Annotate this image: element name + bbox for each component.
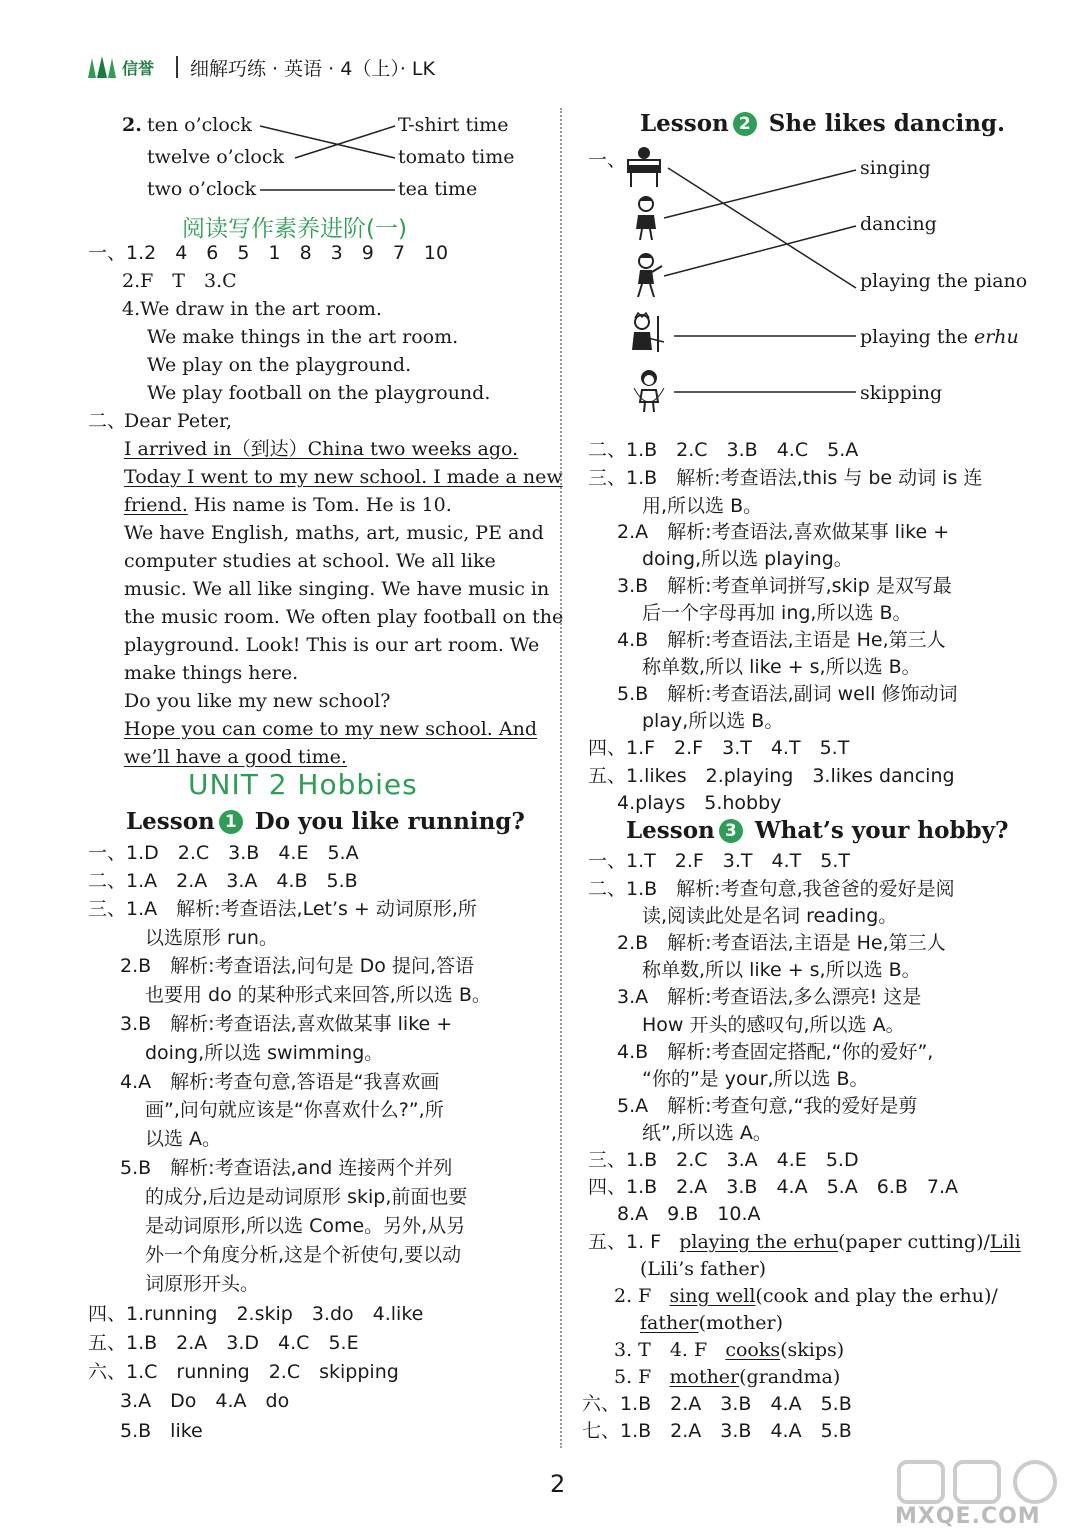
piano-player-icon bbox=[625, 145, 663, 191]
answer-line: 2.B 解析:考查语法,问句是 Do 提问,答语 bbox=[120, 955, 474, 977]
lesson-heading bbox=[626, 817, 1008, 844]
unit-title: UNIT 2 Hobbies bbox=[188, 768, 418, 801]
letter-line: playground. Look! This is our art room. We bbox=[124, 634, 540, 656]
underlined-answer: mother bbox=[669, 1366, 740, 1388]
match-left-item: twelve o’clock bbox=[147, 146, 285, 168]
letter-underlined-text: friend. bbox=[124, 494, 188, 516]
answer-line: 3.A Do 4.A do bbox=[120, 1390, 290, 1412]
match-label: singing bbox=[860, 157, 931, 179]
underlined-answer: cooks bbox=[725, 1339, 781, 1361]
answer-line: 称单数,所以 like + s,所以选 B。 bbox=[642, 959, 921, 981]
match-label: playing the piano bbox=[860, 270, 1028, 292]
answer-line: 三、1.B 2.C 3.A 4.E 5.D bbox=[588, 1149, 859, 1171]
lesson-word: Lesson bbox=[640, 110, 729, 137]
answer-line: 4.A 解析:考查句意,答语是“我喜欢画 bbox=[120, 1071, 440, 1093]
letter-line: the music room. We often play football on the bbox=[124, 606, 564, 628]
answer-line: 读,阅读此处是名词 reading。 bbox=[642, 905, 898, 927]
answer-line: 是动词原形,所以选 Come。另外,从另 bbox=[145, 1215, 466, 1237]
answer-line bbox=[614, 1338, 844, 1362]
match-label: skipping bbox=[860, 382, 943, 404]
answer-line: 5.B 解析:考查语法,副词 well 修饰动词 bbox=[617, 683, 958, 705]
answer-line: 七、1.B 2.A 3.B 4.A 5.B bbox=[582, 1420, 852, 1442]
item-number: 5. F bbox=[614, 1366, 652, 1388]
item-number: 五、1. F bbox=[588, 1231, 662, 1253]
match-right-item: T-shirt time bbox=[398, 114, 509, 136]
lesson-number-badge: 3 bbox=[719, 819, 743, 843]
letter-line: make things here. bbox=[124, 662, 299, 684]
answer-line bbox=[614, 1284, 998, 1308]
answer-line: How 开头的感叹句,所以选 A。 bbox=[642, 1014, 905, 1036]
underlined-answer: father bbox=[640, 1312, 699, 1334]
answer-line: 纸”,所以选 A。 bbox=[642, 1122, 772, 1144]
answer-line: 5.B like bbox=[120, 1420, 203, 1442]
answer-line: 三、1.A 解析:考查语法,Let’s + 动词原形,所 bbox=[88, 898, 477, 920]
letter-line-underlined: I arrived in（到达）China two weeks ago. bbox=[124, 438, 519, 460]
answer-text: (grandma) bbox=[739, 1366, 841, 1388]
answer-line: 用,所以选 B。 bbox=[642, 495, 763, 517]
match-left-item: ten o’clock bbox=[147, 114, 252, 136]
lesson-title: What’s your hobby? bbox=[754, 817, 1009, 844]
answer-line: 2.A 解析:考查语法,喜欢做某事 like + bbox=[617, 521, 950, 543]
answer-line: 5.A 解析:考查句意,“我的爱好是剪 bbox=[617, 1095, 918, 1117]
book-title: 细解巧练 · 英语 · 4（上）· LK bbox=[190, 58, 435, 80]
item-number: 2. F bbox=[614, 1285, 652, 1307]
header-separator bbox=[176, 56, 178, 78]
match-label bbox=[860, 325, 1019, 349]
column-divider bbox=[560, 108, 562, 1448]
section-marker: 二、 bbox=[88, 410, 127, 432]
answer-line: doing,所以选 playing。 bbox=[642, 548, 853, 570]
answer-line: 二、1.B 解析:考查句意,我爸爸的爱好是阅 bbox=[588, 878, 955, 900]
match-label: dancing bbox=[860, 213, 937, 235]
lesson-number-badge: 2 bbox=[733, 112, 757, 136]
answer-line: 4.B 解析:考查固定搭配,“你的爱好”, bbox=[617, 1041, 934, 1063]
letter-line-underlined: Hope you can come to my new school. And bbox=[124, 718, 537, 740]
answer-text: (paper cutting)/ bbox=[838, 1231, 990, 1253]
answer-line: 二、1.B 2.C 3.B 4.C 5.A bbox=[588, 439, 859, 461]
match-label-text: playing the bbox=[860, 326, 974, 348]
watermark-logo-icon bbox=[895, 1458, 1065, 1506]
answer-line: We make things in the art room. bbox=[147, 326, 459, 348]
answer-line: 3.B 解析:考查单词拼写,skip 是双写最 bbox=[617, 575, 952, 597]
answer-line: 四、1.F 2.F 3.T 4.T 5.T bbox=[588, 737, 850, 759]
answer-line: 4.We draw in the art room. bbox=[122, 298, 382, 320]
match-right-item: tomato time bbox=[398, 146, 515, 168]
lesson-word: Lesson bbox=[626, 817, 715, 844]
watermark-text: MXQE.COM bbox=[895, 1504, 1041, 1529]
brand-name: 信誉 bbox=[122, 59, 155, 78]
answer-line: 3.A 解析:考查语法,多么漂亮! 这是 bbox=[617, 986, 922, 1008]
lesson-number-badge: 1 bbox=[219, 810, 243, 834]
letter-line bbox=[124, 493, 452, 517]
answer-line: 四、1.running 2.skip 3.do 4.like bbox=[88, 1303, 424, 1325]
answer-line: “你的”是 your,所以选 B。 bbox=[642, 1068, 869, 1090]
answer-line: 二、1.A 2.A 3.A 4.B 5.B bbox=[88, 870, 358, 892]
answer-line: 词原形开头。 bbox=[145, 1273, 260, 1295]
item-number: 3. T 4. F bbox=[614, 1339, 708, 1361]
lesson-heading bbox=[126, 808, 525, 835]
answer-line: 称单数,所以 like + s,所以选 B。 bbox=[642, 656, 921, 678]
section-marker: 一、 bbox=[588, 149, 627, 171]
answer-line: 三、1.B 解析:考查语法,this 与 be 动词 is 连 bbox=[588, 467, 983, 489]
match-right-item: tea time bbox=[398, 178, 478, 200]
answer-line: 4.B 解析:考查语法,主语是 He,第三人 bbox=[617, 629, 946, 651]
answer-line: 4.plays 5.hobby bbox=[617, 792, 782, 814]
answer-line: 五、1.B 2.A 3.D 4.C 5.E bbox=[88, 1332, 359, 1354]
underlined-answer: playing the erhu bbox=[679, 1231, 839, 1253]
answer-line bbox=[640, 1311, 783, 1335]
answer-line: 的成分,后边是动词原形 skip,前面也要 bbox=[145, 1186, 468, 1208]
answer-line: 四、1.B 2.A 3.B 4.A 5.A 6.B 7.A bbox=[588, 1176, 958, 1198]
lesson-word: Lesson bbox=[126, 808, 215, 835]
answer-line: 外一个角度分析,这是个祈使句,要以动 bbox=[145, 1244, 462, 1266]
letter-line: Do you like my new school? bbox=[124, 690, 391, 712]
answer-line: doing,所以选 swimming。 bbox=[145, 1042, 384, 1064]
lesson-title: Do you like running? bbox=[254, 808, 525, 835]
answer-line: 也要用 do 的某种形式来回答,所以选 B。 bbox=[145, 984, 491, 1006]
answer-line: 画”,问句就应该是“你喜欢什么?”,所 bbox=[145, 1099, 444, 1121]
answer-line: 2.F T 3.C bbox=[122, 270, 237, 292]
letter-greeting: Dear Peter, bbox=[124, 410, 233, 432]
answer-text: (cook and play the erhu)/ bbox=[755, 1285, 998, 1307]
answer-text: (skips) bbox=[780, 1339, 845, 1361]
letter-line-underlined: Today I went to my new school. I made a new bbox=[124, 466, 563, 488]
match-label-italic: erhu bbox=[973, 326, 1019, 348]
answer-line: 六、1.B 2.A 3.B 4.A 5.B bbox=[582, 1393, 852, 1415]
answer-line: 一、1.2 4 6 5 1 8 3 9 7 10 bbox=[88, 242, 449, 264]
answer-line: 8.A 9.B 10.A bbox=[617, 1203, 761, 1225]
answer-line: 5.B 解析:考查语法,and 连接两个并列 bbox=[120, 1157, 453, 1179]
match-number: 2. bbox=[122, 114, 142, 136]
answer-line: 六、1.C running 2.C skipping bbox=[88, 1361, 399, 1383]
letter-line: computer studies at school. We all like bbox=[124, 550, 496, 572]
answer-text: (mother) bbox=[698, 1312, 784, 1334]
match-left-item: two o’clock bbox=[147, 178, 257, 200]
answer-line: 五、1.likes 2.playing 3.likes dancing bbox=[588, 765, 955, 787]
answer-line: We play on the playground. bbox=[147, 354, 412, 376]
answer-line: 2.B 解析:考查语法,主语是 He,第三人 bbox=[617, 932, 946, 954]
letter-line: We have English, maths, art, music, PE and bbox=[124, 522, 544, 544]
underlined-answer: sing well bbox=[669, 1285, 756, 1307]
answer-line: play,所以选 B。 bbox=[642, 710, 784, 732]
watermark bbox=[895, 1458, 1065, 1530]
answer-line: 后一个字母再加 ing,所以选 B。 bbox=[642, 602, 912, 624]
letter-line-underlined: we’ll have a good time. bbox=[124, 746, 347, 768]
letter-text: His name is Tom. He is 10. bbox=[187, 494, 452, 516]
answer-line: 以选原形 run。 bbox=[145, 927, 278, 949]
lesson-heading bbox=[640, 110, 1005, 137]
page-number: 2 bbox=[550, 1470, 566, 1498]
match-lines bbox=[255, 118, 400, 198]
answer-line: 3.B 解析:考查语法,喜欢做某事 like + bbox=[120, 1013, 453, 1035]
answer-line: 一、1.D 2.C 3.B 4.E 5.A bbox=[88, 842, 359, 864]
underlined-answer: Lili bbox=[989, 1231, 1021, 1253]
section-title-reading: 阅读写作素养进阶(一) bbox=[182, 216, 407, 242]
answer-line: 一、1.T 2.F 3.T 4.T 5.T bbox=[588, 850, 850, 872]
answer-line: (Lili’s father) bbox=[640, 1258, 767, 1280]
answer-line: We play football on the playground. bbox=[147, 382, 491, 404]
match-lines bbox=[660, 160, 860, 400]
lesson-title: She likes dancing. bbox=[768, 110, 1006, 137]
letter-line: music. We all like singing. We have music in bbox=[124, 578, 550, 600]
answer-line bbox=[614, 1365, 840, 1389]
book-logo-icon bbox=[86, 54, 118, 80]
answer-line bbox=[588, 1230, 1021, 1254]
answer-line: 以选 A。 bbox=[145, 1128, 222, 1150]
